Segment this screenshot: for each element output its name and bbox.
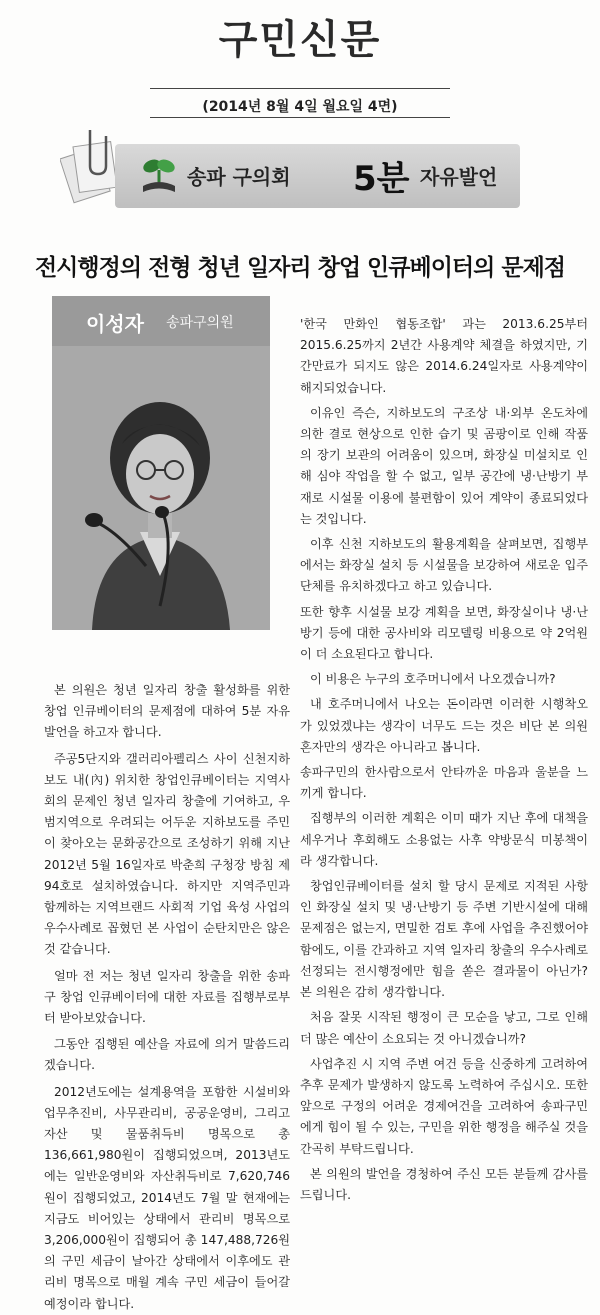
paragraph: 이유인 즉슨, 지하보도의 구조상 내·외부 온도차에 의한 결로 현상으로 인한 습기 및 곰팡이로 인해 작품의 장기 보관의 어려움이 있으며, 화장실 미설치로 인해 심야 작업을 할 수 없고, 일부 공간에 냉·난방기 부재로 시설물 이용에 불편함이 있어 계약이 종료되었다는 것입니다. — [300, 405, 588, 526]
paragraph: 주공5단지와 갤러리아펠리스 사이 신천지하보도 내(內) 위치한 창업인큐베이터는 지역사회의 문제인 청년 일자리 창출에 기여하고, 우범지역으로 우려되는 어두운 지하보도를 주민이 찾아오는 문화공간으로 조성하기 위해 지난 2012년 5월 16일자로 박춘희 구청장 방침 제94호로 설치하였습니다. 하지만 지역주민과 함께하는 지역브랜드 사회적 기업 육성 사업의 우수사례로 꼽혔던 본 사업이 순탄치만은 않은 것 같습니다. — [44, 751, 290, 957]
council-banner — [115, 144, 520, 208]
paragraph: 얼마 전 저는 청년 일자리 창출을 위한 송파구 창업 인큐베이터에 대한 자료를 집행부로부터 받아보았습니다. — [44, 968, 290, 1026]
banner-five-minutes: 5분 — [353, 159, 410, 199]
paragraph: 창업인큐베이터를 설치 할 당시 문제로 지적된 사항인 화장실 설치 및 냉·난방기 등 주변 기반시설에 대해 문제점은 없는지, 면밀한 검토 후에 사업을 추진했어야 함에도, 이를 간과하고 지역 일자리 창출의 우수사례로 선정되는 전시행정에만 힘을 쏟은 결과물이 아닌가? 본 의원은 감히 생각합니다. — [300, 879, 588, 1000]
photo-name-bar — [52, 296, 270, 348]
divider-top — [150, 88, 450, 89]
paragraph: 집행부의 이러한 계획은 이미 때가 지난 후에 대책을 세우거나 후회해도 소용없는 사후 약방문식 미봉책이라 생각합니다. — [300, 811, 588, 868]
paragraph: 처음 잘못 시작된 행정이 큰 모순을 낳고, 그로 인해 더 많은 예산이 소요되는 것 아니겠습니까? — [300, 1010, 588, 1046]
speaker-name: 이성자 — [86, 312, 144, 336]
paragraph: '한국 만화인 협동조합' 과는 2013.6.25부터 2015.6.25까지 2년간 사용계약 체결을 하였지만, 기간만료가 되지도 않은 2014.6.24일자로 사용계약이 해지되었습니다. — [300, 317, 588, 395]
paragraph: 이 비용은 누구의 호주머니에서 나오겠습니까? — [310, 672, 556, 687]
dateline: (2014년 8월 4일 월요일 4면) — [202, 99, 398, 115]
paragraph: 본 의원은 청년 일자리 창출 활성화를 위한 창업 인큐베이터의 문제점에 대하여 5분 자유발언을 하고자 합니다. — [44, 683, 290, 740]
speaker-photo — [52, 296, 270, 630]
paragraph: 2012년도에는 설계용역을 포함한 시설비와 업무추진비, 사무관리비, 공공운영비, 그리고 자산 및 물품취득비 명목으로 총 136,661,980원이 집행되었으며, 2013년도에는 일반운영비와 자산취득비로 7,620,746원이 집행되었고, 2014년도 7월 말 현재에는 지금도 비어있는 상태에서 관리비 명목으로 3,206,000원이 집행되어 총 147,488,726원의 구민 세금이 날아간 상태에서 이후에도 관리비 명목으로 매월 계속 구민 세금이 들어갈 예정이라 합니다. — [44, 1084, 290, 1311]
banner-council-name: 송파 구의회 — [187, 165, 291, 189]
sprout-logo-icon — [141, 156, 177, 196]
newspaper-masthead: 구민신문 — [218, 16, 382, 63]
article-right-column — [300, 314, 588, 1206]
divider-bottom — [150, 117, 450, 118]
paragraph: 송파구민의 한사람으로서 안타까운 마음과 울분을 느끼게 합니다. — [300, 765, 588, 801]
article-headline: 전시행정의 전형 청년 일자리 창업 인큐베이터의 문제점 — [34, 255, 566, 281]
paragraph: 이후 신천 지하보도의 활용계획을 살펴보면, 집행부에서는 화장실 설치 등 시설물을 보강하여 새로운 입주단체를 유치하겠다고 하고 있습니다. — [300, 537, 588, 594]
paragraph: 그동안 집행된 예산을 자료에 의거 말씀드리겠습니다. — [44, 1037, 290, 1073]
speaker-role: 송파구의원 — [166, 315, 234, 331]
paragraph: 내 호주머니에서 나오는 돈이라면 이러한 시행착오가 있었겠냐는 생각이 너무도 드는 것은 비단 본 의원 혼자만의 생각은 아니라고 봅니다. — [300, 697, 588, 754]
article-left-column — [44, 680, 290, 1315]
paragraph: 사업추진 시 지역 주변 여건 등을 신중하게 고려하여 추후 문제가 발생하지 않도록 노력하여 주십시오. 또한 앞으로 구정의 어려운 경제여건을 고려하여 송파구민에게 힘이 될 수 있는, 구민을 위한 행정을 해주실 것을 간곡히 부탁드립니다. — [300, 1056, 588, 1156]
speaker-portrait — [52, 346, 270, 630]
banner-free-speech: 자유발언 — [420, 165, 498, 189]
paragraph: 본 의원의 발언을 경청하여 주신 모든 분들께 감사를 드립니다. — [300, 1166, 588, 1202]
paragraph: 또한 향후 시설물 보강 계획을 보면, 화장실이나 냉·난방기 등에 대한 공사비와 리모델링 비용으로 약 2억원이 더 소요된다고 합니다. — [300, 604, 588, 662]
